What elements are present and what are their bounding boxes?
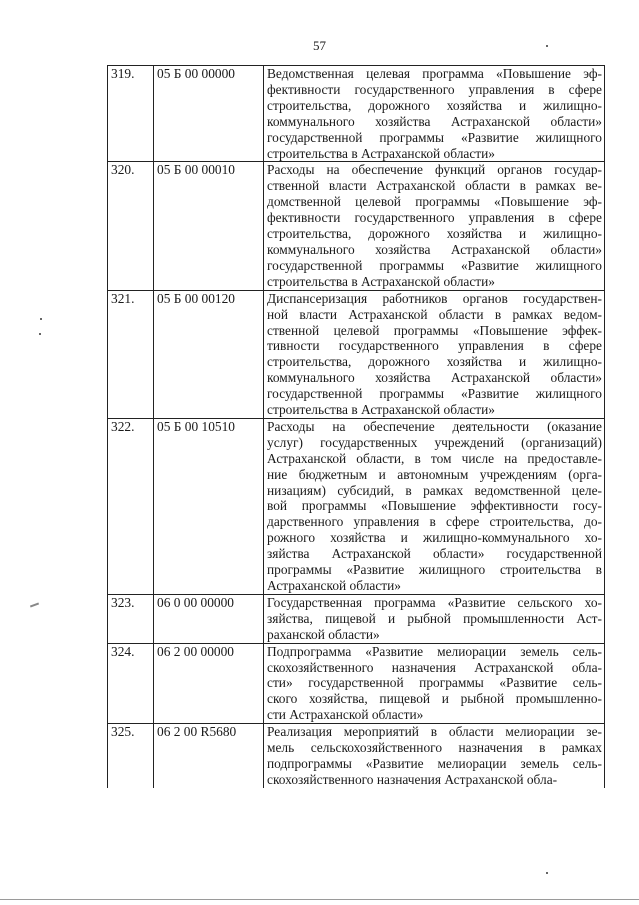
row-number: 324. [108, 643, 154, 724]
description-line: Ведомственная целевая программа «Повышение эф- [267, 66, 602, 81]
budget-code: 06 2 00 R5680 [154, 724, 264, 788]
scan-mark [30, 603, 39, 608]
row-number: 323. [108, 594, 154, 643]
budget-code: 05 Б 00 10510 [154, 418, 264, 594]
description-line: ной власти Астраханской области в рамках ведом- [267, 306, 602, 322]
description-line: раханской области» [267, 626, 380, 642]
table-row [108, 162, 605, 290]
row-number: 325. [108, 724, 154, 788]
description-line: домственной целевой программы «Повышение эф- [267, 194, 602, 210]
page-bottom-edge [0, 899, 639, 900]
description-line: тивности государственного управления в сфере [267, 338, 602, 354]
description-line: ского хозяйства, пищевой и рыбной промышленно- [267, 691, 602, 707]
budget-code-table [107, 65, 605, 788]
description-line: подпрограммы «Развитие мелиорации земель сель- [267, 755, 602, 771]
description-line: дарственного управления в сфере строительства, до- [267, 514, 602, 530]
description-line: фективности государственного управления в сфере [267, 210, 602, 226]
scan-speck [39, 333, 41, 335]
description-line: вой программы «Повышение эффективности госу- [267, 498, 602, 514]
description-line: сти Астраханской области» [267, 707, 424, 723]
description-line: Подпрограмма «Развитие мелиорации земель сель- [267, 643, 602, 659]
description-line: ственной целевой программы «Повышение эффек- [267, 322, 602, 338]
description-line: сти» государственной программы «Развитие сель- [267, 675, 602, 691]
description-line: скохозяйственного назначения Астраханской обла- [267, 771, 558, 787]
row-number: 319. [108, 66, 154, 162]
expense-description [264, 643, 605, 724]
table-row [108, 290, 605, 418]
table-row [108, 66, 605, 162]
page-number: 57 [313, 38, 326, 53]
expense-description [264, 594, 605, 643]
description-line: Астраханской области» [267, 578, 401, 593]
budget-code: 05 Б 00 00000 [154, 66, 264, 162]
description-line: строительства, дорожного хозяйства и жилищно- [267, 354, 602, 370]
description-line: Расходы на обеспечение деятельности (оказание [267, 418, 602, 434]
description-line: услуг) государственных учреждений (организаций) [267, 434, 602, 450]
budget-code: 05 Б 00 00010 [154, 162, 264, 290]
description-line: скохозяйственного назначения Астраханской обла- [267, 659, 602, 675]
description-line: строительства, дорожного хозяйства и жилищно- [267, 97, 602, 113]
table-row [108, 643, 605, 724]
table-row [108, 724, 605, 788]
description-line: низациям) субсидий, в рамках ведомственной целе- [267, 482, 602, 498]
expense-description [264, 162, 605, 290]
description-line: Расходы на обеспечение функций органов государ- [267, 162, 602, 178]
description-line: коммунального хозяйства Астраханской области» [267, 113, 602, 129]
description-line: Астраханской области, в том числе на предоставле- [267, 450, 602, 466]
description-line: строительства в Астраханской области» [267, 402, 495, 418]
description-line: фективности государственного управления в сфере [267, 81, 602, 97]
description-line: ние бюджетным и автономным учреждениям (орга- [267, 466, 602, 482]
budget-code: 06 2 00 00000 [154, 643, 264, 724]
table-row [108, 594, 605, 643]
description-line: государственной программы «Развитие жилищного [267, 257, 602, 273]
budget-code: 06 0 00 00000 [154, 594, 264, 643]
expense-description [264, 66, 605, 162]
description-line: программы «Развитие жилищного строительства в [267, 562, 602, 578]
description-line: строительства в Астраханской области» [267, 273, 495, 289]
description-line: мель сельскохозяйственного назначения в рамках [267, 740, 602, 756]
budget-code: 05 Б 00 00120 [154, 290, 264, 418]
row-number: 322. [108, 418, 154, 594]
row-number: 321. [108, 290, 154, 418]
expense-description [264, 724, 605, 788]
scan-speck [546, 872, 548, 874]
description-line: государственной программы «Развитие жилищного [267, 129, 602, 145]
description-line: Диспансеризация работников органов государствен- [267, 290, 602, 306]
description-line: ственной власти Астраханской области в рамках ве- [267, 178, 602, 194]
scan-speck [40, 318, 42, 320]
expense-description [264, 290, 605, 418]
description-line: зяйства Астраханской области» государственной [267, 546, 602, 562]
description-line: рожного хозяйства и жилищно-коммунального хо- [267, 530, 602, 546]
description-line: Государственная программа «Развитие сельского хо- [267, 594, 602, 610]
description-line: строительства в Астраханской области» [267, 145, 495, 161]
description-line: государственной программы «Развитие жилищного [267, 386, 602, 402]
description-line: Реализация мероприятий в области мелиорации зе- [267, 724, 602, 740]
description-line: строительства, дорожного хозяйства и жилищно- [267, 226, 602, 242]
table-row [108, 418, 605, 594]
row-number: 320. [108, 162, 154, 290]
description-line: коммунального хозяйства Астраханской области» [267, 241, 602, 257]
scan-speck [546, 45, 548, 47]
description-line: зяйства, пищевой и рыбной промышленности Аст- [267, 610, 602, 626]
expense-description [264, 418, 605, 594]
description-line: коммунального хозяйства Астраханской области» [267, 370, 602, 386]
